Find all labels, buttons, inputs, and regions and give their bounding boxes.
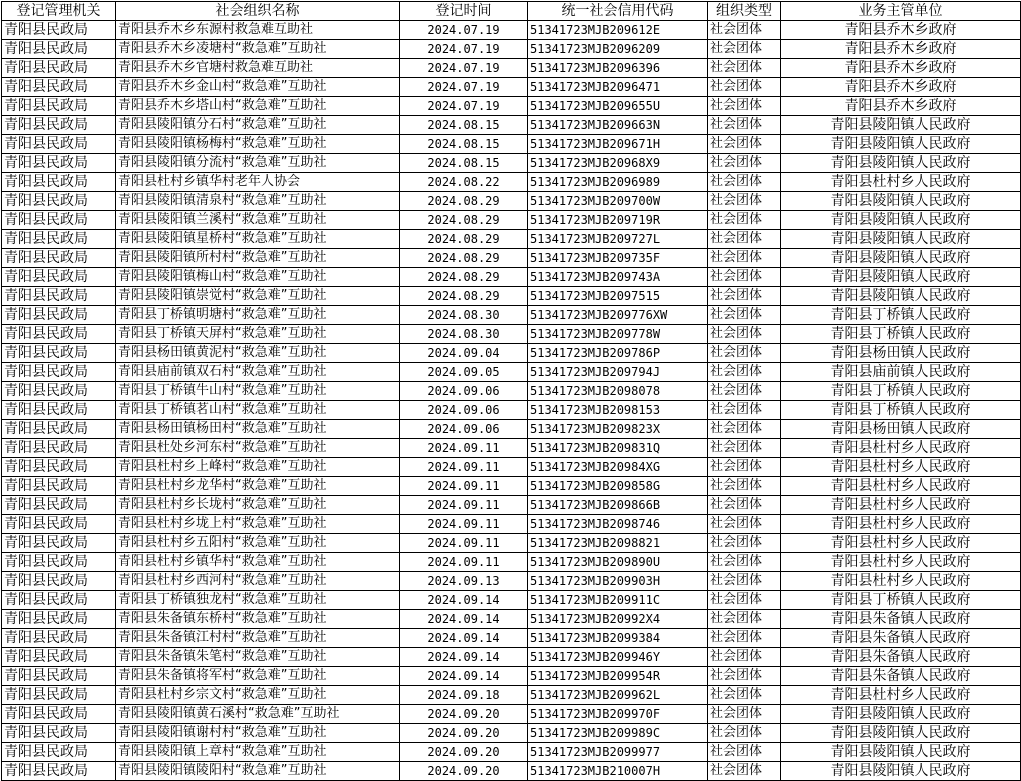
cell-org-name: 青阳县杨田镇黄泥村“救急难”互助社 [116,344,400,363]
cell-authority: 青阳县民政局 [2,363,116,382]
cell-supervisor: 青阳县丁桥镇人民政府 [781,306,1021,325]
cell-supervisor: 青阳县陵阳镇人民政府 [781,249,1021,268]
cell-org-name: 青阳县杜村乡五阳村“救急难”互助社 [116,534,400,553]
table-row [2,401,1021,420]
cell-org-type: 社会团体 [708,724,781,743]
cell-org-name: 青阳县杜村乡西河村“救急难”互助社 [116,572,400,591]
cell-org-type: 社会团体 [708,762,781,781]
cell-credit-code: 51341723MJB209903H [528,572,708,591]
cell-reg-date: 2024.09.20 [400,705,528,724]
cell-supervisor: 青阳县杜村乡人民政府 [781,686,1021,705]
cell-org-name: 青阳县陵阳镇黄石溪村“救急难”互助社 [116,705,400,724]
cell-credit-code: 51341723MJB2096989 [528,173,708,192]
cell-supervisor: 青阳县丁桥镇人民政府 [781,325,1021,344]
cell-reg-date: 2024.09.20 [400,724,528,743]
cell-supervisor: 青阳县乔木乡政府 [781,40,1021,59]
cell-credit-code: 51341723MJB209735F [528,249,708,268]
cell-org-name: 青阳县杜处乡河东村“救急难”互助社 [116,439,400,458]
cell-credit-code: 51341723MJB209727L [528,230,708,249]
cell-reg-date: 2024.08.29 [400,211,528,230]
cell-org-name: 青阳县陵阳镇崇觉村“救急难”互助社 [116,287,400,306]
cell-authority: 青阳县民政局 [2,439,116,458]
cell-authority: 青阳县民政局 [2,705,116,724]
cell-org-name: 青阳县朱备镇东桥村“救急难”互助社 [116,610,400,629]
cell-authority: 青阳县民政局 [2,192,116,211]
cell-authority: 青阳县民政局 [2,230,116,249]
cell-reg-date: 2024.09.11 [400,553,528,572]
cell-reg-date: 2024.09.11 [400,458,528,477]
table-row [2,363,1021,382]
cell-authority: 青阳县民政局 [2,458,116,477]
table-row [2,534,1021,553]
cell-authority: 青阳县民政局 [2,420,116,439]
table-row [2,667,1021,686]
cell-org-name: 青阳县乔木乡官塘村救急难互助社 [116,59,400,78]
header-row [2,2,1021,21]
cell-reg-date: 2024.08.22 [400,173,528,192]
cell-credit-code: 51341723MJB209823X [528,420,708,439]
cell-org-type: 社会团体 [708,97,781,116]
cell-supervisor: 青阳县杜村乡人民政府 [781,553,1021,572]
cell-org-type: 社会团体 [708,287,781,306]
table-row [2,762,1021,781]
table-row [2,154,1021,173]
cell-org-name: 青阳县陵阳镇所村村“救急难”互助社 [116,249,400,268]
cell-org-type: 社会团体 [708,135,781,154]
table-row [2,439,1021,458]
header-credit-code: 统一社会信用代码 [528,2,708,21]
table-row [2,686,1021,705]
cell-org-type: 社会团体 [708,325,781,344]
cell-org-type: 社会团体 [708,363,781,382]
cell-org-type: 社会团体 [708,211,781,230]
cell-org-type: 社会团体 [708,629,781,648]
cell-reg-date: 2024.08.29 [400,230,528,249]
cell-supervisor: 青阳县杜村乡人民政府 [781,439,1021,458]
table-row [2,230,1021,249]
cell-supervisor: 青阳县杜村乡人民政府 [781,496,1021,515]
cell-supervisor: 青阳县陵阳镇人民政府 [781,762,1021,781]
cell-org-type: 社会团体 [708,78,781,97]
table-row [2,192,1021,211]
cell-org-name: 青阳县杜村乡镇华村老年人协会 [116,173,400,192]
cell-authority: 青阳县民政局 [2,496,116,515]
cell-reg-date: 2024.08.29 [400,268,528,287]
cell-credit-code: 51341723MJB2098153 [528,401,708,420]
table-row [2,572,1021,591]
cell-authority: 青阳县民政局 [2,401,116,420]
cell-org-name: 青阳县陵阳镇清泉村“救急难”互助社 [116,192,400,211]
cell-authority: 青阳县民政局 [2,382,116,401]
cell-credit-code: 51341723MJB209954R [528,667,708,686]
cell-org-name: 青阳县丁桥镇独龙村“救急难”互助社 [116,591,400,610]
cell-authority: 青阳县民政局 [2,553,116,572]
cell-authority: 青阳县民政局 [2,40,116,59]
cell-org-name: 青阳县朱备镇将军村“救急难”互助社 [116,667,400,686]
cell-org-name: 青阳县杜村乡龙华村“救急难”互助社 [116,477,400,496]
cell-org-name: 青阳县陵阳镇分流村“救急难”互助社 [116,154,400,173]
cell-credit-code: 51341723MJB2098078 [528,382,708,401]
cell-authority: 青阳县民政局 [2,534,116,553]
cell-supervisor: 青阳县杜村乡人民政府 [781,173,1021,192]
cell-supervisor: 青阳县陵阳镇人民政府 [781,705,1021,724]
cell-reg-date: 2024.09.20 [400,743,528,762]
cell-credit-code: 51341723MJB209858G [528,477,708,496]
cell-org-type: 社会团体 [708,21,781,40]
table-row [2,306,1021,325]
cell-credit-code: 51341723MJB209719R [528,211,708,230]
cell-supervisor: 青阳县陵阳镇人民政府 [781,192,1021,211]
cell-reg-date: 2024.07.19 [400,40,528,59]
cell-reg-date: 2024.08.29 [400,287,528,306]
cell-authority: 青阳县民政局 [2,515,116,534]
cell-authority: 青阳县民政局 [2,306,116,325]
table-row [2,629,1021,648]
table-row [2,40,1021,59]
cell-reg-date: 2024.09.11 [400,477,528,496]
cell-org-type: 社会团体 [708,572,781,591]
table-row [2,135,1021,154]
cell-org-name: 青阳县陵阳镇分石村“救急难”互助社 [116,116,400,135]
cell-authority: 青阳县民政局 [2,762,116,781]
cell-org-name: 青阳县丁桥镇明塘村“救急难”互助社 [116,306,400,325]
cell-credit-code: 51341723MJB209778W [528,325,708,344]
cell-supervisor: 青阳县杨田镇人民政府 [781,344,1021,363]
cell-org-name: 青阳县陵阳镇谢村村“救急难”互助社 [116,724,400,743]
cell-credit-code: 51341723MJB2098746 [528,515,708,534]
cell-org-type: 社会团体 [708,268,781,287]
table-row [2,344,1021,363]
cell-authority: 青阳县民政局 [2,116,116,135]
table-row [2,477,1021,496]
cell-reg-date: 2024.07.19 [400,78,528,97]
cell-supervisor: 青阳县庙前镇人民政府 [781,363,1021,382]
cell-org-name: 青阳县乔木乡塔山村“救急难”互助社 [116,97,400,116]
cell-supervisor: 青阳县陵阳镇人民政府 [781,287,1021,306]
cell-org-name: 青阳县陵阳镇兰溪村“救急难”互助社 [116,211,400,230]
header-supervisor: 业务主管单位 [781,2,1021,21]
table-row [2,496,1021,515]
cell-credit-code: 51341723MJB2099384 [528,629,708,648]
cell-credit-code: 51341723MJB209866B [528,496,708,515]
cell-org-type: 社会团体 [708,173,781,192]
table-row [2,705,1021,724]
cell-credit-code: 51341723MJB2098821 [528,534,708,553]
cell-authority: 青阳县民政局 [2,724,116,743]
cell-authority: 青阳县民政局 [2,287,116,306]
cell-reg-date: 2024.07.19 [400,59,528,78]
cell-org-type: 社会团体 [708,154,781,173]
cell-reg-date: 2024.09.11 [400,515,528,534]
cell-reg-date: 2024.09.11 [400,439,528,458]
cell-reg-date: 2024.09.06 [400,420,528,439]
cell-reg-date: 2024.08.15 [400,116,528,135]
cell-authority: 青阳县民政局 [2,154,116,173]
cell-authority: 青阳县民政局 [2,325,116,344]
table-row [2,249,1021,268]
cell-credit-code: 51341723MJB209671H [528,135,708,154]
cell-supervisor: 青阳县杜村乡人民政府 [781,572,1021,591]
cell-org-name: 青阳县杜村乡长垅村“救急难”互助社 [116,496,400,515]
cell-org-type: 社会团体 [708,192,781,211]
cell-supervisor: 青阳县丁桥镇人民政府 [781,382,1021,401]
cell-reg-date: 2024.09.06 [400,382,528,401]
cell-reg-date: 2024.09.14 [400,648,528,667]
cell-org-name: 青阳县乔木乡凌塘村“救急难”互助社 [116,40,400,59]
table-row [2,21,1021,40]
cell-reg-date: 2024.09.04 [400,344,528,363]
cell-org-type: 社会团体 [708,382,781,401]
cell-org-type: 社会团体 [708,401,781,420]
cell-credit-code: 51341723MJB209989C [528,724,708,743]
cell-supervisor: 青阳县乔木乡政府 [781,78,1021,97]
cell-authority: 青阳县民政局 [2,78,116,97]
cell-reg-date: 2024.09.14 [400,629,528,648]
header-org-name: 社会组织名称 [116,2,400,21]
cell-reg-date: 2024.08.29 [400,192,528,211]
cell-supervisor: 青阳县朱备镇人民政府 [781,648,1021,667]
cell-org-name: 青阳县杜村乡宗文村“救急难”互助社 [116,686,400,705]
cell-authority: 青阳县民政局 [2,591,116,610]
table-row [2,420,1021,439]
cell-org-type: 社会团体 [708,496,781,515]
cell-authority: 青阳县民政局 [2,686,116,705]
cell-reg-date: 2024.09.11 [400,496,528,515]
header-reg-date: 登记时间 [400,2,528,21]
cell-reg-date: 2024.09.05 [400,363,528,382]
cell-credit-code: 51341723MJB209743A [528,268,708,287]
cell-credit-code: 51341723MJB209962L [528,686,708,705]
cell-credit-code: 51341723MJB209890U [528,553,708,572]
cell-supervisor: 青阳县杜村乡人民政府 [781,458,1021,477]
cell-org-type: 社会团体 [708,439,781,458]
cell-supervisor: 青阳县杜村乡人民政府 [781,477,1021,496]
cell-org-name: 青阳县杨田镇杨田村“救急难”互助社 [116,420,400,439]
cell-authority: 青阳县民政局 [2,667,116,686]
cell-supervisor: 青阳县朱备镇人民政府 [781,667,1021,686]
cell-org-type: 社会团体 [708,458,781,477]
cell-credit-code: 51341723MJB2096209 [528,40,708,59]
cell-reg-date: 2024.09.20 [400,762,528,781]
cell-reg-date: 2024.07.19 [400,21,528,40]
cell-supervisor: 青阳县陵阳镇人民政府 [781,724,1021,743]
cell-authority: 青阳县民政局 [2,572,116,591]
cell-reg-date: 2024.09.14 [400,667,528,686]
cell-org-type: 社会团体 [708,230,781,249]
cell-supervisor: 青阳县朱备镇人民政府 [781,629,1021,648]
cell-credit-code: 51341723MJB209655U [528,97,708,116]
cell-supervisor: 青阳县杨田镇人民政府 [781,420,1021,439]
cell-supervisor: 青阳县朱备镇人民政府 [781,610,1021,629]
table-row [2,724,1021,743]
cell-org-type: 社会团体 [708,743,781,762]
cell-credit-code: 51341723MJB20992X4 [528,610,708,629]
registration-table [1,1,1021,781]
cell-authority: 青阳县民政局 [2,249,116,268]
cell-authority: 青阳县民政局 [2,629,116,648]
cell-org-type: 社会团体 [708,705,781,724]
cell-org-name: 青阳县乔木乡东源村救急难互助社 [116,21,400,40]
cell-org-type: 社会团体 [708,116,781,135]
cell-reg-date: 2024.09.18 [400,686,528,705]
cell-org-name: 青阳县朱备镇江村村“救急难”互助社 [116,629,400,648]
cell-credit-code: 51341723MJB209663N [528,116,708,135]
cell-reg-date: 2024.09.11 [400,534,528,553]
table-row [2,325,1021,344]
table-row [2,97,1021,116]
cell-org-type: 社会团体 [708,420,781,439]
cell-reg-date: 2024.07.19 [400,97,528,116]
cell-credit-code: 51341723MJB209911C [528,591,708,610]
cell-authority: 青阳县民政局 [2,59,116,78]
cell-supervisor: 青阳县陵阳镇人民政府 [781,154,1021,173]
cell-credit-code: 51341723MJB209776XW [528,306,708,325]
cell-credit-code: 51341723MJB20968X9 [528,154,708,173]
cell-org-name: 青阳县杜村乡垅上村“救急难”互助社 [116,515,400,534]
cell-supervisor: 青阳县杜村乡人民政府 [781,515,1021,534]
cell-org-name: 青阳县乔木乡金山村“救急难”互助社 [116,78,400,97]
table-row [2,648,1021,667]
table-row [2,211,1021,230]
cell-reg-date: 2024.08.30 [400,306,528,325]
cell-supervisor: 青阳县杜村乡人民政府 [781,534,1021,553]
cell-credit-code: 51341723MJB210007H [528,762,708,781]
cell-reg-date: 2024.08.30 [400,325,528,344]
cell-credit-code: 51341723MJB2099977 [528,743,708,762]
cell-org-type: 社会团体 [708,610,781,629]
cell-credit-code: 51341723MJB209794J [528,363,708,382]
cell-authority: 青阳县民政局 [2,173,116,192]
cell-supervisor: 青阳县陵阳镇人民政府 [781,268,1021,287]
header-authority: 登记管理机关 [2,2,116,21]
cell-supervisor: 青阳县丁桥镇人民政府 [781,591,1021,610]
cell-org-type: 社会团体 [708,667,781,686]
table-row [2,743,1021,762]
cell-supervisor: 青阳县乔木乡政府 [781,97,1021,116]
header-org-type: 组织类型 [708,2,781,21]
cell-supervisor: 青阳县陵阳镇人民政府 [781,135,1021,154]
cell-org-name: 青阳县杜村乡镇华村“救急难”互助社 [116,553,400,572]
cell-reg-date: 2024.09.06 [400,401,528,420]
cell-org-type: 社会团体 [708,59,781,78]
cell-org-type: 社会团体 [708,648,781,667]
cell-credit-code: 51341723MJB2097515 [528,287,708,306]
cell-credit-code: 51341723MJB2096396 [528,59,708,78]
table-row [2,287,1021,306]
table-row [2,591,1021,610]
cell-org-type: 社会团体 [708,477,781,496]
table-row [2,382,1021,401]
cell-authority: 青阳县民政局 [2,610,116,629]
table-row [2,173,1021,192]
cell-authority: 青阳县民政局 [2,97,116,116]
cell-supervisor: 青阳县陵阳镇人民政府 [781,743,1021,762]
cell-credit-code: 51341723MJB209946Y [528,648,708,667]
cell-supervisor: 青阳县乔木乡政府 [781,59,1021,78]
cell-supervisor: 青阳县乔木乡政府 [781,21,1021,40]
cell-credit-code: 51341723MJB2096471 [528,78,708,97]
cell-reg-date: 2024.09.14 [400,610,528,629]
cell-reg-date: 2024.08.29 [400,249,528,268]
cell-org-name: 青阳县陵阳镇陵阳村“救急难”互助社 [116,762,400,781]
cell-credit-code: 51341723MJB209786P [528,344,708,363]
cell-credit-code: 51341723MJB209612E [528,21,708,40]
cell-org-type: 社会团体 [708,306,781,325]
table-row [2,78,1021,97]
cell-authority: 青阳县民政局 [2,477,116,496]
cell-authority: 青阳县民政局 [2,344,116,363]
cell-org-type: 社会团体 [708,515,781,534]
table-row [2,515,1021,534]
cell-credit-code: 51341723MJB209831Q [528,439,708,458]
cell-org-name: 青阳县陵阳镇杨梅村“救急难”互助社 [116,135,400,154]
cell-reg-date: 2024.09.14 [400,591,528,610]
cell-supervisor: 青阳县陵阳镇人民政府 [781,230,1021,249]
cell-authority: 青阳县民政局 [2,268,116,287]
cell-credit-code: 51341723MJB20984XG [528,458,708,477]
cell-org-type: 社会团体 [708,553,781,572]
table-row [2,116,1021,135]
cell-org-name: 青阳县庙前镇双石村“救急难”互助社 [116,363,400,382]
cell-org-name: 青阳县朱备镇朱笔村“救急难”互助社 [116,648,400,667]
cell-org-type: 社会团体 [708,249,781,268]
cell-authority: 青阳县民政局 [2,211,116,230]
table-row [2,458,1021,477]
cell-org-type: 社会团体 [708,686,781,705]
cell-authority: 青阳县民政局 [2,743,116,762]
cell-authority: 青阳县民政局 [2,135,116,154]
cell-credit-code: 51341723MJB209700W [528,192,708,211]
table-body [2,21,1021,781]
cell-org-name: 青阳县丁桥镇茗山村“救急难”互助社 [116,401,400,420]
cell-reg-date: 2024.08.15 [400,154,528,173]
cell-org-type: 社会团体 [708,344,781,363]
cell-org-type: 社会团体 [708,591,781,610]
cell-reg-date: 2024.09.13 [400,572,528,591]
cell-org-type: 社会团体 [708,534,781,553]
cell-org-name: 青阳县陵阳镇梅山村“救急难”互助社 [116,268,400,287]
table-row [2,553,1021,572]
cell-supervisor: 青阳县陵阳镇人民政府 [781,211,1021,230]
cell-reg-date: 2024.08.15 [400,135,528,154]
cell-authority: 青阳县民政局 [2,648,116,667]
cell-supervisor: 青阳县丁桥镇人民政府 [781,401,1021,420]
table-row [2,59,1021,78]
table-row [2,610,1021,629]
cell-org-type: 社会团体 [708,40,781,59]
cell-org-name: 青阳县陵阳镇上章村“救急难”互助社 [116,743,400,762]
cell-credit-code: 51341723MJB209970F [528,705,708,724]
cell-org-name: 青阳县陵阳镇星桥村“救急难”互助社 [116,230,400,249]
cell-authority: 青阳县民政局 [2,21,116,40]
cell-supervisor: 青阳县陵阳镇人民政府 [781,116,1021,135]
cell-org-name: 青阳县丁桥镇牛山村“救急难”互助社 [116,382,400,401]
table-row [2,268,1021,287]
cell-org-name: 青阳县丁桥镇天屏村“救急难”互助社 [116,325,400,344]
cell-org-name: 青阳县杜村乡上峰村“救急难”互助社 [116,458,400,477]
